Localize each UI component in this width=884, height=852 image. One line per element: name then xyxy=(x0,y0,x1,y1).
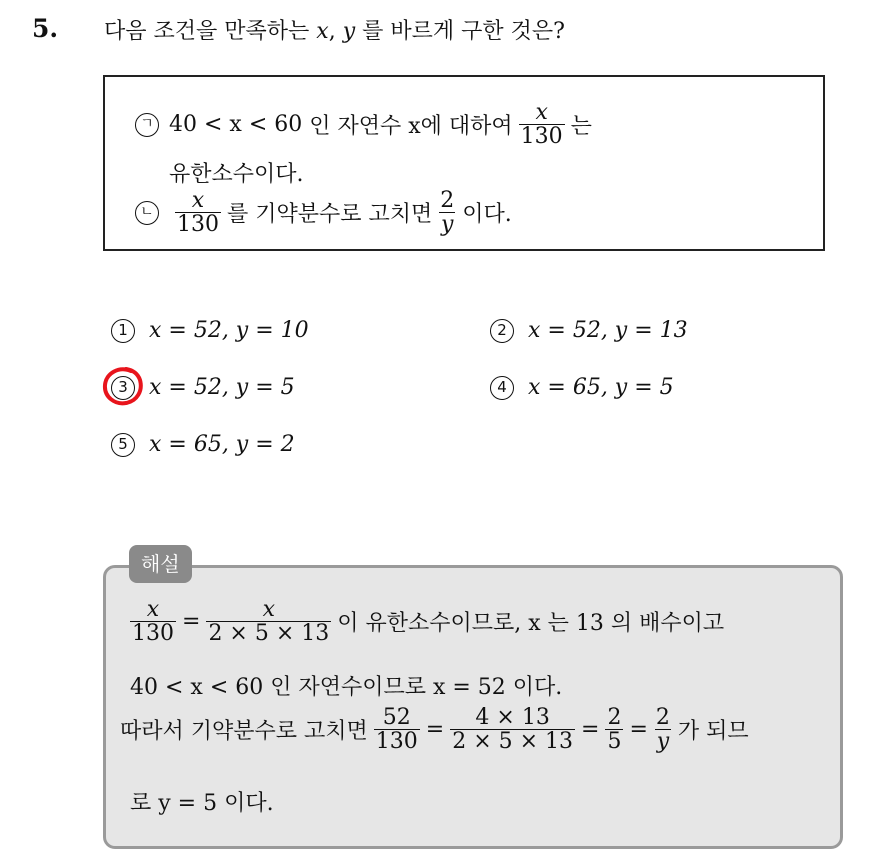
solution-text: 가 되므 xyxy=(677,719,749,745)
fraction-numerator: x xyxy=(146,597,160,622)
solution-fraction xyxy=(605,706,623,753)
condition-a-line2: 유한소수이다. xyxy=(169,162,304,187)
fraction-denominator: 130 xyxy=(177,212,219,238)
solution-box xyxy=(103,565,843,849)
fraction-denominator: 2 × 5 × 13 xyxy=(452,729,574,755)
solution-line-4: 로 y = 5 이다. xyxy=(130,791,274,816)
solution-line-3 xyxy=(120,706,749,753)
condition-b-line xyxy=(135,189,512,236)
answer-mark-circle xyxy=(101,365,145,407)
choice-2[interactable] xyxy=(490,318,688,343)
fraction-numerator: x xyxy=(535,100,548,125)
solution-tag: 해설 xyxy=(129,545,192,583)
condition-a-line1 xyxy=(135,101,592,148)
equals-sign: = xyxy=(182,609,201,635)
fraction-numerator: 2 xyxy=(440,188,455,213)
solution-fraction xyxy=(130,598,176,645)
fraction-denominator: y xyxy=(441,212,454,238)
solution-line-1 xyxy=(130,598,724,645)
fraction-denominator: y xyxy=(656,729,670,755)
fraction-denominator: 2 × 5 × 13 xyxy=(208,621,330,647)
choice-text: x = 52, y = 13 xyxy=(528,318,688,343)
solution-fraction xyxy=(654,706,672,753)
choice-4[interactable] xyxy=(490,375,674,400)
question-text-before: 다음 조건을 만족하는 xyxy=(104,19,310,44)
var-y: y xyxy=(342,19,356,44)
condition-b-fraction1 xyxy=(175,189,221,236)
fraction-numerator: x xyxy=(191,188,205,213)
choice-5[interactable] xyxy=(111,432,295,457)
fraction-numerator: 52 xyxy=(382,705,411,730)
condition-b-marker: ㄴ xyxy=(135,201,159,225)
question-number: 5. xyxy=(32,14,59,43)
equals-sign: = xyxy=(629,717,648,743)
choice-marker: 1 xyxy=(111,319,135,343)
fraction-numerator: x xyxy=(262,597,276,622)
condition-a-range: 40 < x < 60 xyxy=(169,112,303,138)
solution-line-2: 40 < x < 60 인 자연수이므로 x = 52 이다. xyxy=(130,675,563,700)
conditions-box xyxy=(103,75,825,251)
condition-b-fraction2 xyxy=(438,189,456,236)
fraction-numerator: 4 × 13 xyxy=(475,705,550,730)
fraction-denominator: 130 xyxy=(520,124,563,150)
equals-sign: = xyxy=(581,717,600,743)
choice-text: x = 65, y = 5 xyxy=(528,375,674,400)
condition-a-text: 인 자연수 x에 대하여 xyxy=(309,114,513,140)
solution-text: 이 유한소수이므로, x 는 13 의 배수이고 xyxy=(337,611,725,637)
choice-marker: 4 xyxy=(490,376,514,400)
question-text-after: 를 바르게 구한 것은? xyxy=(362,19,565,44)
choice-text: x = 65, y = 2 xyxy=(149,432,295,457)
fraction-numerator: 2 xyxy=(655,705,670,730)
condition-a-marker: ㄱ xyxy=(135,113,159,137)
fraction-denominator: 5 xyxy=(607,729,622,755)
choice-marker: 3 xyxy=(111,376,135,400)
var-x: x xyxy=(316,19,329,44)
condition-a-end: 는 xyxy=(570,114,592,140)
condition-b-text: 를 기약분수로 고치면 xyxy=(227,202,433,228)
solution-fraction xyxy=(450,706,575,753)
solution-fraction xyxy=(374,706,420,753)
choice-text: x = 52, y = 10 xyxy=(149,318,309,343)
fraction-denominator: 130 xyxy=(375,729,418,755)
choice-text: x = 52, y = 5 xyxy=(149,375,295,400)
condition-a-fraction xyxy=(519,101,565,148)
question-text xyxy=(104,14,565,45)
solution-text: 따라서 기약분수로 고치면 xyxy=(120,719,368,745)
choice-marker: 5 xyxy=(111,433,135,457)
fraction-numerator: 2 xyxy=(607,705,622,730)
solution-fraction xyxy=(206,598,331,645)
condition-b-end: 이다. xyxy=(462,202,512,228)
equals-sign: = xyxy=(425,717,445,743)
choice-1[interactable] xyxy=(111,318,309,343)
comma: , xyxy=(328,19,336,44)
fraction-denominator: 130 xyxy=(132,621,174,647)
choice-marker: 2 xyxy=(490,319,514,343)
